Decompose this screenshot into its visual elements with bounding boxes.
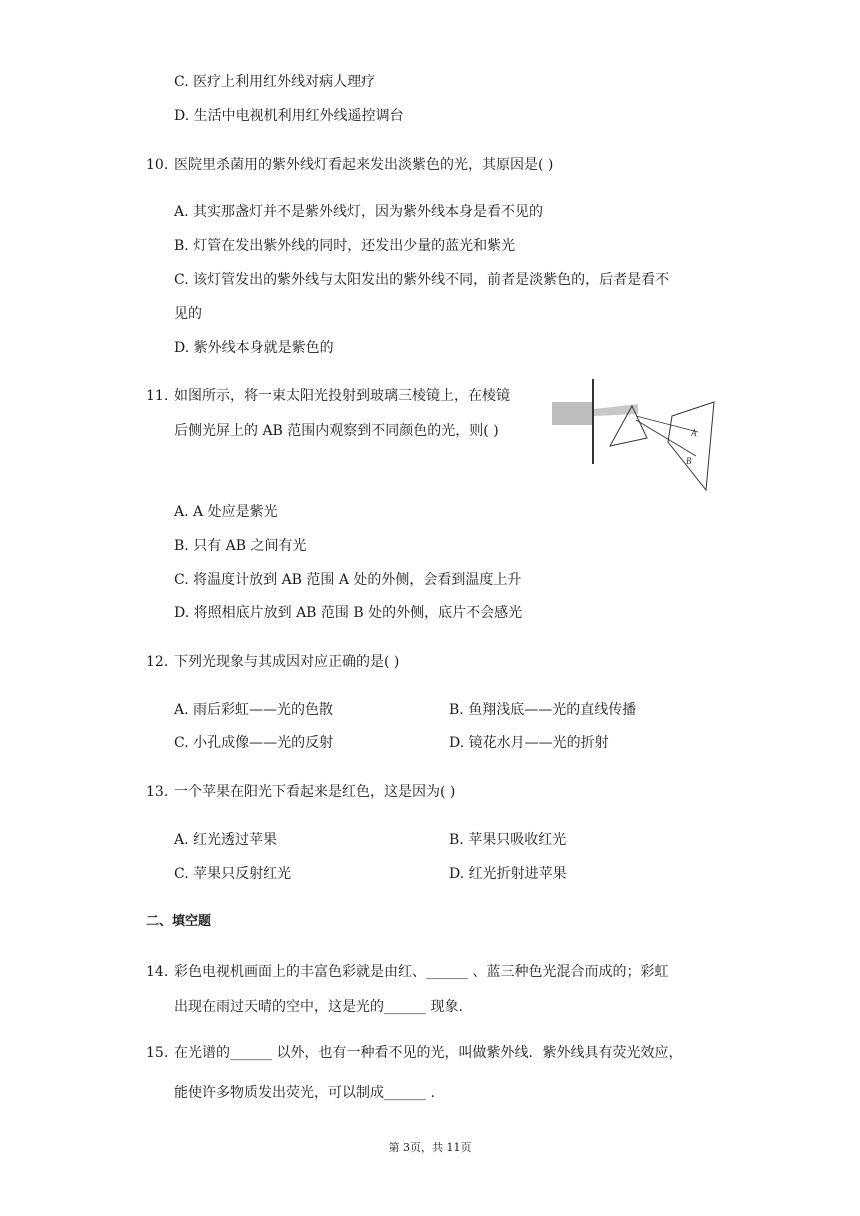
q12-stem: 下列光现象与其成因对应正确的是( ) [174,654,400,670]
q15-line1: 在光谱的______ 以外，也有一种看不见的光，叫做紫外线．紫外线具有荧光效应， [174,1045,683,1061]
q10-option-c-line1: C. 该灯管发出的紫外线与太阳发出的紫外线不同，前者是淡紫色的，后者是看不 [174,272,670,288]
page-footer: 第 3页，共 11页 [388,1141,472,1154]
q15-line2: 能使许多物质发出荧光，可以制成______ . [174,1085,435,1101]
q12-option-a: A. 雨后彩虹——光的色散 [174,702,334,718]
q10-option-b: B. 灯管在发出紫外线的同时，还发出少量的蓝光和紫光 [174,238,516,254]
q11-stem-line2: 后侧光屏上的 AB 范围内观察到不同颜色的光，则( ) [174,423,499,439]
q13-stem: 一个苹果在阳光下看起来是红色，这是因为( ) [174,784,456,800]
q11-option-c: C. 将温度计放到 AB 范围 A 处的外侧，会看到温度上升 [174,572,522,588]
q9-option-c: C. 医疗上利用红外线对病人理疗 [174,74,376,90]
light-beam [594,404,638,416]
sunlight-source [552,402,592,425]
q11-number: 11. [146,388,169,404]
q14-line1: 彩色电视机画面上的丰富色彩就是由红、______ 、蓝三种色光混合而成的；彩虹 [174,964,669,980]
q14-line2: 出现在雨过天晴的空中，这是光的______ 现象. [174,999,463,1015]
label-a: A [691,428,697,438]
q10-option-d: D. 紫外线本身就是紫色的 [174,340,334,356]
q12-option-c: C. 小孔成像——光的反射 [174,735,334,751]
q14-number: 14. [146,964,169,980]
q13-option-c: C. 苹果只反射红光 [174,866,292,882]
q11-option-d: D. 将照相底片放到 AB 范围 B 处的外侧，底片不会感光 [174,605,523,621]
q12-option-d: D. 镜花水月——光的折射 [449,735,609,751]
q9-option-d: D. 生活中电视机利用红外线遥控调台 [174,108,404,124]
q12-option-b: B. 鱼翔浅底——光的直线传播 [449,702,637,718]
q10-option-a: A. 其实那盏灯并不是紫外线灯，因为紫外线本身是看不见的 [174,204,544,220]
prism-diagram [548,376,720,496]
q13-option-d: D. 红光折射进苹果 [449,866,567,882]
q10-number: 10. [146,157,169,173]
q13-option-b: B. 苹果只吸收红光 [449,832,567,848]
q10-stem: 医院里杀菌用的紫外线灯看起来发出淡紫色的光，其原因是( ) [174,157,554,173]
label-b: B [686,456,692,466]
q11-option-a: A. A 处应是紫光 [174,504,278,520]
q11-stem-line1: 如图所示，将一束太阳光投射到玻璃三棱镜上，在棱镜 [174,388,510,404]
q13-number: 13. [146,784,169,800]
q10-option-c-line2: 见的 [174,306,202,322]
light-screen [668,402,714,490]
prism-figure [548,376,720,500]
q13-option-a: A. 红光透过苹果 [174,832,278,848]
q15-number: 15. [146,1045,169,1061]
ray-a [636,416,698,432]
q11-option-b: B. 只有 AB 之间有光 [174,538,307,554]
section-heading-fill-in: 二、填空题 [146,914,212,929]
q12-number: 12. [146,654,169,670]
